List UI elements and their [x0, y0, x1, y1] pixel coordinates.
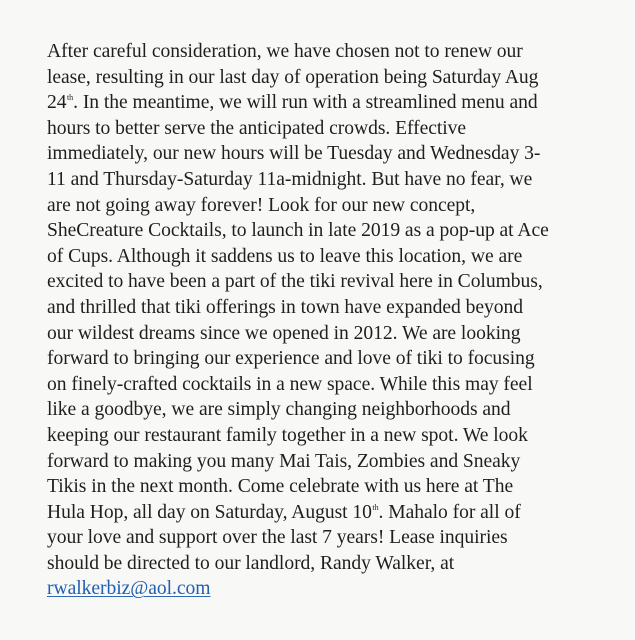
text-line-10: excited to have been a part of the tiki revival here in Columbus,: [47, 271, 543, 293]
text-line-12: our wildest dreams since we opened in 2012. We are looking: [47, 322, 521, 344]
announcement-text: [47, 39, 607, 602]
text-line-16: keeping our restaurant family together in a new spot. We look: [47, 424, 528, 446]
email-link[interactable]: rwalkerbiz@aol.com: [47, 578, 211, 600]
text-line-13: forward to bringing our experience and love of tiki to focusing: [47, 348, 535, 370]
text-line-1: After careful consideration, we have chosen not to renew our: [47, 41, 523, 62]
line-3-text: . In the meantime, we will run with a streamlined menu and: [73, 92, 538, 114]
text-line-3: [47, 90, 607, 116]
text-line-15: like a goodbye, we are simply changing neighborhoods and: [47, 399, 511, 421]
text-line-9: of Cups. Although it saddens us to leave this location, we are: [47, 245, 523, 267]
text-line-21: should be directed to our landlord, Randy Walker, at: [47, 552, 455, 574]
text-line-11: and thrilled that tiki offerings in town have expanded beyond: [47, 296, 523, 318]
date-aug-10: Hula Hop, all day on Saturday, August 10: [47, 501, 372, 523]
date-aug-24: 24: [47, 92, 67, 114]
text-line-2: lease, resulting in our last day of operation being Saturday Aug: [47, 66, 539, 88]
text-line-5: immediately, our new hours will be Tuesday and Wednesday 3-: [47, 143, 541, 165]
email-line: [47, 576, 607, 602]
text-line-19: [47, 500, 607, 526]
text-line-14: on finely-crafted cocktails in a new space. While this may feel: [47, 373, 533, 395]
ordinal-superscript: th: [67, 93, 74, 103]
text-line-8: SheCreature Cocktails, to launch in late 2019 as a pop-up at Ace: [47, 220, 549, 242]
text-line-4: hours to better serve the anticipated crowds. Effective: [47, 117, 467, 139]
line-19-text: . Mahalo for all of: [378, 501, 521, 523]
text-line-20: your love and support over the last 7 years! Lease inquiries: [47, 527, 508, 549]
text-line-17: forward to making you many Mai Tais, Zombies and Sneaky: [47, 450, 521, 472]
ordinal-superscript: th: [372, 502, 379, 512]
text-line-6: 11 and Thursday-Saturday 11a-midnight. But have no fear, we: [47, 168, 533, 190]
text-line-18: Tikis in the next month. Come celebrate with us here at The: [47, 476, 514, 498]
text-line-7: are not going away forever! Look for our new concept,: [47, 194, 476, 216]
